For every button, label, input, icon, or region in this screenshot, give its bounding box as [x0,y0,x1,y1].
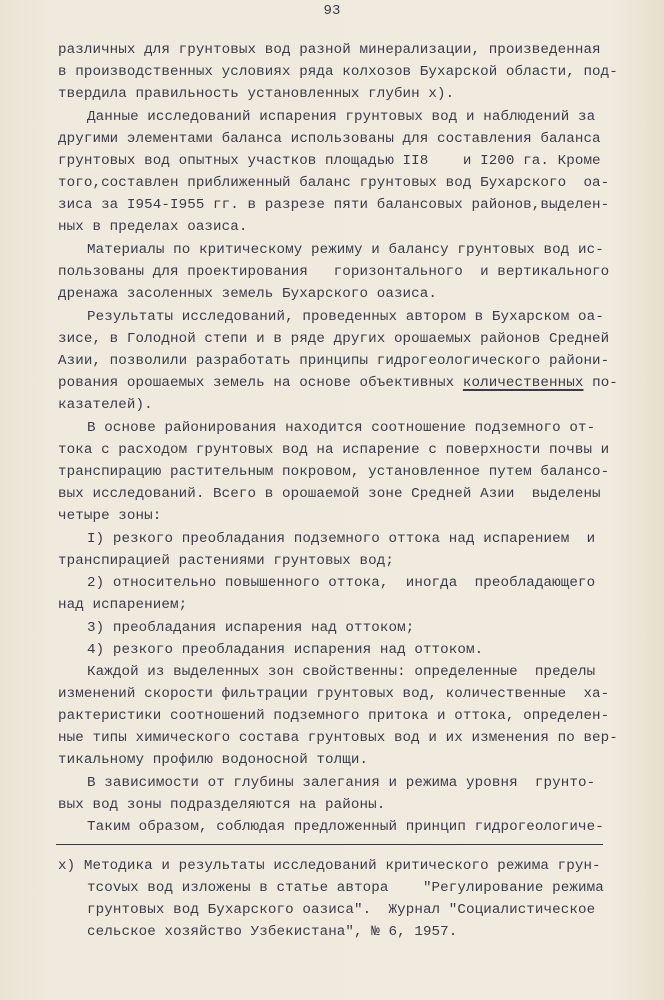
body-line: вых исследований. Всего в орошаемой зоне Средней Азии выделены [58,486,601,502]
body-line: Данные исследований испарения грунтовых вод и наблюдений за [87,109,596,125]
list-item: 4) резкого преобладания испарения над оттоком. [87,642,484,658]
footnote-line: сельское хозяйство Узбекистана", № 6, 1957. [87,924,458,940]
body-line: Азии, позволили разработать принципы гидрогеологического райони- [58,353,610,369]
body-line: ных в пределах оазиса. [58,219,248,235]
body-line: того,составлен приближенный баланс грунтовых вод Бухарского оа- [58,175,610,191]
body-line: твердила правильность установленных глубин х). [58,86,455,102]
body-line: Результаты исследований, проведенных автором в Бухарском оа- [87,309,604,325]
body-line: Таким образом, соблюдая предложенный принцип гидрогеологиче- [87,819,604,835]
list-item: 2) относительно повышенного оттока, иногда преобладающего [87,575,596,591]
body-line-tail: по- [583,375,618,391]
body-line: дренажа засоленных земель Бухарского оазиса. [58,286,438,302]
footnote-divider [56,844,603,845]
body-line: вых вод зоны подразделяются на районы. [58,797,386,813]
body-line: зиса за I954-I955 гг. в разрезе пяти балансовых районов,выделен- [58,197,610,213]
body-line: различных для грунтовых вод разной минерализации, произведенная [58,42,601,58]
body-line: Каждой из выделенных зон свойственны: определенные пределы [87,664,596,680]
body-line-text: рования орошаемых земель на основе объективных [58,375,463,391]
body-line: транспирацию растительным покровом, установленное путем балансо- [58,464,610,480]
list-item: 3) преобладания испарения над оттоком; [87,620,415,636]
body-line: В основе районирования находится соотношение подземного от- [87,420,596,436]
body-line: рактеристики соотношений подземного притока и оттока, определен- [58,708,610,724]
body-line: над испарением; [58,597,188,613]
underlined-word: количественных [462,375,584,391]
body-line: тикальному профилю водоносной толщи. [58,752,369,768]
page-number: 93 [323,3,341,19]
body-line: тока с расходом грунтовых вод на испарение с поверхности почвы и [58,442,610,458]
body-line: грунтовых вод опытных участков площадью II8 и I200 га. Кроме [58,153,601,169]
body-line: пользованы для проектирования горизонтального и вертикального [58,264,610,280]
body-line: транспирацией растениями грунтовых вод; [58,553,394,569]
body-line: четыре зоны: [58,508,162,524]
body-line: другими элементами баланса использованы для составления баланса [58,131,601,147]
body-line-with-underline [58,373,618,393]
body-line: изменений скорости фильтрации грунтовых вод, количественные ха- [58,686,610,702]
body-line: В зависимости от глубины залегания и режима уровня грунто- [87,775,596,791]
body-line: в производственных условиях ряда колхозов Бухарской области, под- [58,64,618,80]
body-line: Материалы по критическому режиму и балансу грунтовых вод ис- [87,242,604,258]
footnote-line: х) Методика и результаты исследований критического режима грун- [58,858,601,874]
body-line: зисе, в Голодной степи и в ряде других орошаемых районов Средней [58,331,610,347]
body-line: казателей). [58,397,153,413]
body-line: ные типы химического состава грунтовых вод и их изменения по вер- [58,730,618,746]
footnote-line: тcovых вод изложены в статье автора "Регулирование режима [87,880,604,896]
list-item: I) резкого преобладания подземного оттока над испарением и [87,531,596,547]
footnote-line: грунтовых вод Бухарского оазиса". Журнал "Социалистическое [87,902,596,918]
